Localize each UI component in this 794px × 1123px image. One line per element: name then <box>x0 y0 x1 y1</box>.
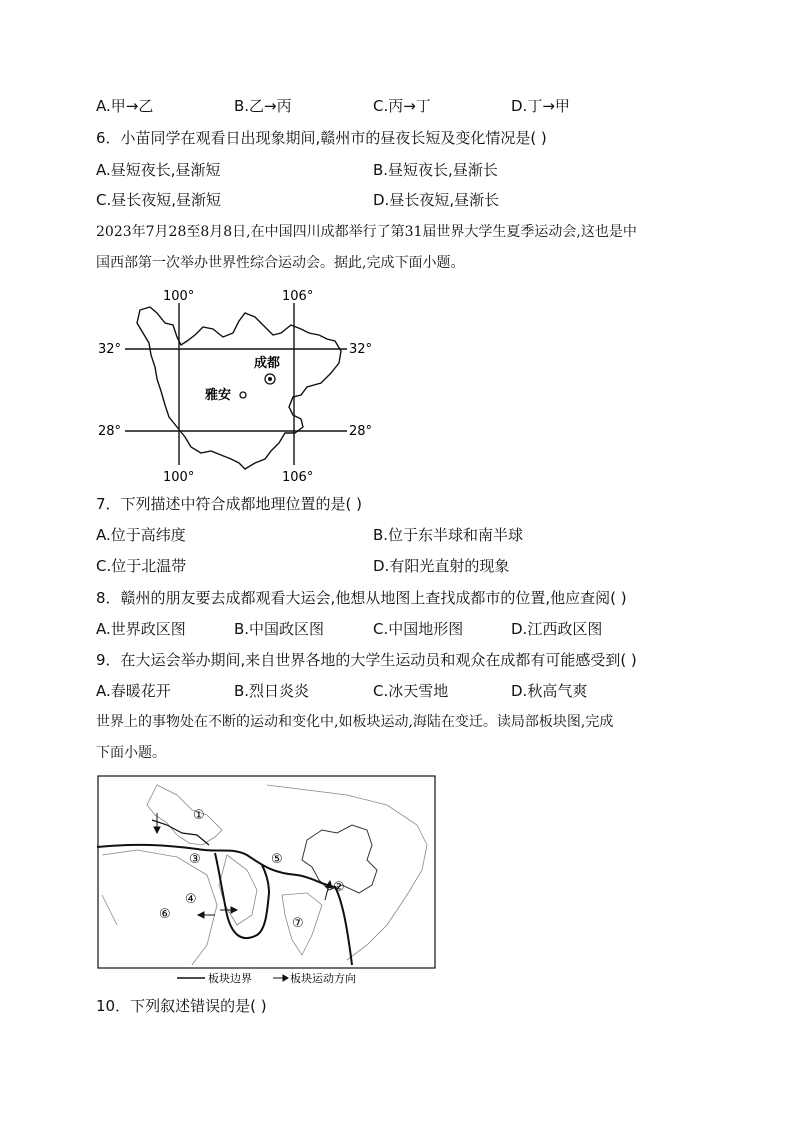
q10-stem: 10．下列叙述错误的是( ) <box>96 997 267 1015</box>
q6-stem: 6．小苗同学在观看日出现象期间,赣州市的昼夜长短及变化情况是( ) <box>96 129 547 147</box>
q9-option-b: B.烈日炎炎 <box>234 682 310 700</box>
q9-option-d: D.秋高气爽 <box>511 682 588 700</box>
q9-option-c: C.冰天雪地 <box>373 682 449 700</box>
plate-label-3: ③ <box>189 852 201 867</box>
q8-option-a: A.世界政区图 <box>96 620 186 638</box>
q9-stem: 9．在大运会举办期间,来自世界各地的大学生运动员和观众在成都有可能感受到( ) <box>96 651 637 669</box>
passage2-line1: 世界上的事物处在不断的运动和变化中,如板块运动,海陆在变迁。读局部板块图,完成 <box>96 714 614 730</box>
plate-label-6: ⑥ <box>159 907 171 922</box>
q5-option-d: D.丁→甲 <box>511 97 570 115</box>
yaan-marker <box>240 392 246 398</box>
sichuan-map <box>95 283 395 483</box>
lon-106-top-label: 106° <box>282 289 314 304</box>
lat-28-right-label: 28° <box>349 424 373 439</box>
passage1-line2: 国西部第一次举办世界性综合运动会。据此,完成下面小题。 <box>96 255 465 271</box>
q7-option-a: A.位于高纬度 <box>96 526 186 544</box>
sichuan-outline <box>137 307 341 469</box>
q8-option-c: C.中国地形图 <box>373 620 464 638</box>
q9-option-a: A.春暖花开 <box>96 682 171 700</box>
q5-option-a: A.甲→乙 <box>96 97 154 115</box>
q7-option-c: C.位于北温带 <box>96 557 187 575</box>
lon-100-bottom-label: 100° <box>163 470 195 483</box>
legend-direction-arrow <box>273 975 288 981</box>
lon-100-top-label: 100° <box>163 289 195 304</box>
q5-option-c: C.丙→丁 <box>373 97 431 115</box>
yaan-label: 雅安 <box>205 388 232 403</box>
passage2-line2: 下面小题。 <box>96 745 166 761</box>
plate-map <box>97 775 437 985</box>
plate-label-5: ⑤ <box>271 852 283 867</box>
q8-option-b: B.中国政区图 <box>234 620 325 638</box>
q6-option-b: B.昼短夜长,昼渐长 <box>373 161 498 179</box>
plate-label-7: ⑦ <box>292 916 304 931</box>
plate-label-1: ① <box>193 808 205 823</box>
plate-map-frame <box>98 776 435 968</box>
q7-option-b: B.位于东半球和南半球 <box>373 526 524 544</box>
q8-stem: 8．赣州的朋友要去成都观看大运会,他想从地图上查找成都市的位置,他应查阅( ) <box>96 589 627 607</box>
q7-stem: 7．下列描述中符合成都地理位置的是( ) <box>96 495 363 513</box>
q6-option-a: A.昼短夜长,昼渐短 <box>96 161 221 179</box>
lat-32-right-label: 32° <box>349 342 373 357</box>
passage1-line1: 2023年7月28至8月8日,在中国四川成都举行了第31届世界大学生夏季运动会,这也是中 <box>96 224 637 240</box>
legend-boundary-label: 板块边界 <box>208 972 252 985</box>
legend-direction-label: 板块运动方向 <box>290 972 356 985</box>
chengdu-label: 成都 <box>254 356 281 371</box>
lon-106-bottom-label: 106° <box>282 470 314 483</box>
q6-option-d: D.昼长夜短,昼渐长 <box>373 191 500 209</box>
q8-option-d: D.江西政区图 <box>511 620 603 638</box>
q5-option-b: B.乙→丙 <box>234 97 292 115</box>
lat-28-left-label: 28° <box>98 424 122 439</box>
q7-option-d: D.有阳光直射的现象 <box>373 557 510 575</box>
plate-label-2: ② <box>333 880 345 895</box>
chengdu-marker-inner <box>268 377 272 381</box>
lat-32-left-label: 32° <box>98 342 122 357</box>
q6-option-c: C.昼长夜短,昼渐短 <box>96 191 222 209</box>
plate-label-4: ④ <box>185 892 197 907</box>
